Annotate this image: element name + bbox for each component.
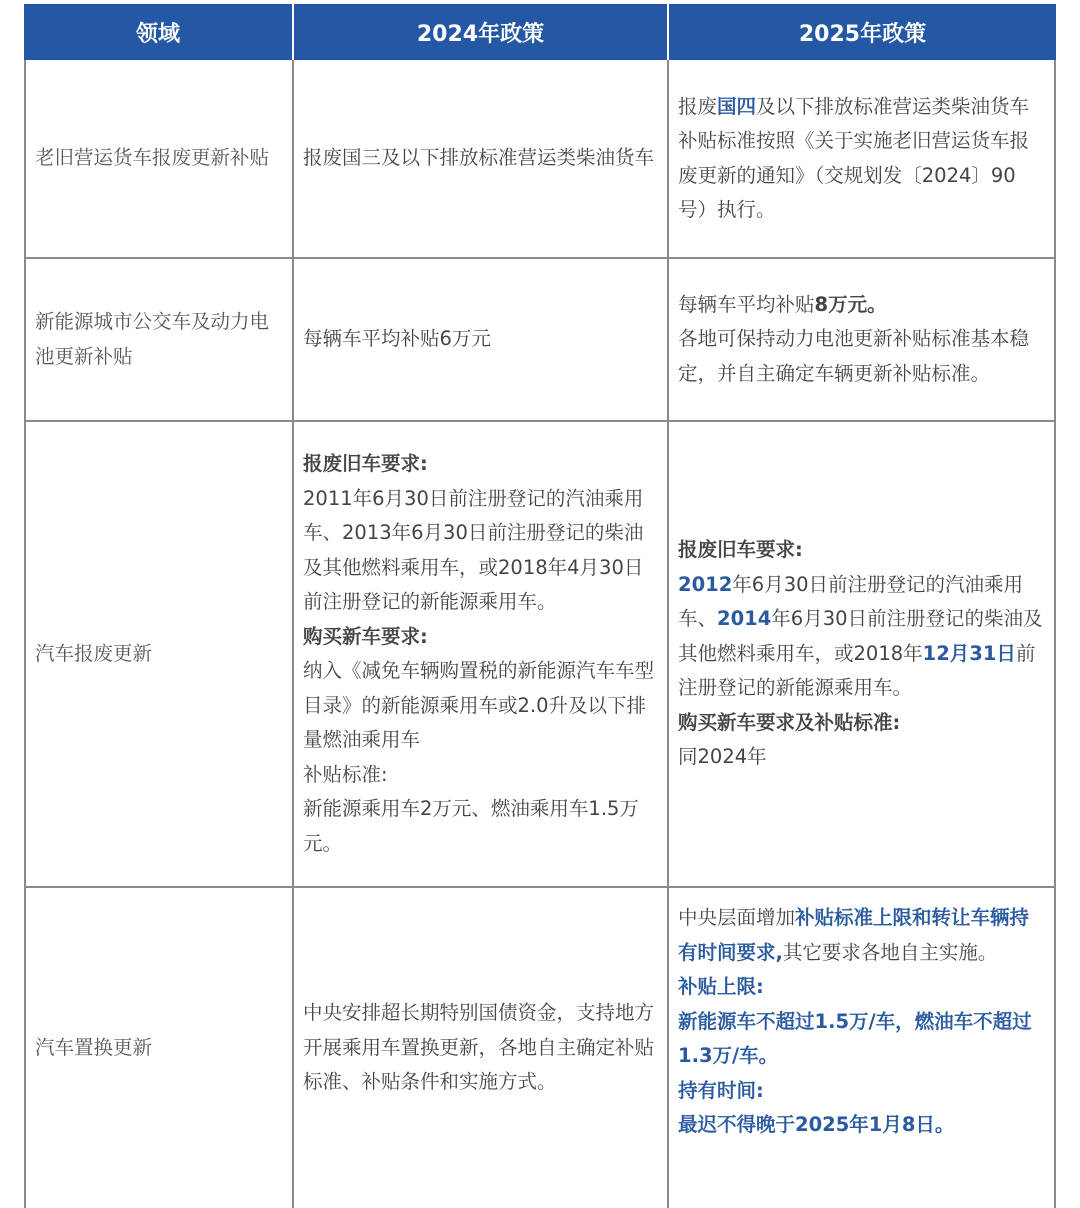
table-row bbox=[24, 422, 1056, 888]
header-field: 领域 bbox=[24, 4, 294, 60]
text: 前注册登记的新能源乘用车。 bbox=[678, 641, 1036, 700]
row-field: 老旧营运货车报废更新补贴 bbox=[24, 60, 294, 257]
text: 每辆车平均补贴 bbox=[678, 292, 815, 316]
text: 2011年6月30日前注册登记的汽油乘用车、2013年6月30日前注册登记的柴油及其他燃料乘用车，或2018年4月30日前注册登记的新能源乘用车。 bbox=[303, 486, 644, 613]
text: 及以下排放标准营运类柴油货车 bbox=[756, 94, 1030, 118]
bold-heading: 报废旧车要求: bbox=[303, 452, 428, 475]
row-2025-policy bbox=[669, 888, 1056, 1208]
row-field: 新能源城市公交车及动力电池更新补贴 bbox=[24, 259, 294, 420]
highlight-heading: 补贴上限: bbox=[678, 975, 764, 998]
row-field: 汽车置换更新 bbox=[24, 888, 294, 1208]
table-row bbox=[24, 60, 1056, 259]
text: 各地可保持动力电池更新补贴标准基本稳定，并自主确定车辆更新补贴标准。 bbox=[678, 327, 1030, 385]
highlight-text: 新能源车不超过1.5万/车，燃油车不超过1.3万/车。 bbox=[678, 1009, 1032, 1067]
header-2025: 2025年政策 bbox=[798, 21, 927, 47]
bold-heading: 报废旧车要求: bbox=[678, 538, 803, 562]
table-header bbox=[24, 4, 1056, 60]
text: 报废 bbox=[678, 94, 718, 118]
row-2024-policy: 报废国三及以下排放标准营运类柴油货车 bbox=[294, 60, 669, 257]
header-2024: 2024年政策 bbox=[294, 4, 669, 60]
highlight-text: 最迟不得晚于2025年1月8日。 bbox=[678, 1113, 955, 1136]
highlight-text: 补贴标准上限和转让车辆持有时间要求, bbox=[678, 906, 1030, 964]
row-field: 汽车报废更新 bbox=[24, 422, 294, 886]
bold-heading: 购买新车要求: bbox=[303, 624, 428, 648]
row-2025-policy bbox=[669, 60, 1056, 257]
row-2025-policy bbox=[669, 422, 1056, 886]
bold-heading: 购买新车要求及补贴标准: bbox=[678, 710, 901, 734]
highlight-text: 2014 bbox=[717, 607, 772, 631]
text: 年6月30日前注册登记的汽油乘用车、 bbox=[678, 572, 1024, 631]
row-2025-policy bbox=[669, 259, 1056, 420]
highlight-heading: 持有时间: bbox=[678, 1078, 764, 1102]
text: 其它要求各地自主实施。 bbox=[782, 940, 998, 964]
row-2024-policy bbox=[294, 422, 669, 886]
text: 补贴标准: bbox=[303, 762, 388, 786]
policy-table bbox=[24, 4, 1056, 1208]
table-row bbox=[24, 259, 1056, 422]
highlight-text: 国四 bbox=[717, 94, 757, 118]
text: 中央层面增加 bbox=[678, 906, 796, 929]
text: 纳入《减免车辆购置税的新能源汽车车型目录》的新能源乘用车或2.0升及以下排量燃油乘用车 bbox=[303, 659, 655, 751]
text: 新能源乘用车2万元、燃油乘用车1.5万元。 bbox=[303, 797, 639, 855]
highlight-text: 12月31日 bbox=[922, 641, 1016, 665]
text: 年6月30日前注册登记的柴油及其他燃料乘用车，或2018年 bbox=[678, 607, 1043, 665]
bold-text: 8万元。 bbox=[814, 292, 887, 316]
text: 同2024年 bbox=[678, 745, 767, 769]
table-row bbox=[24, 888, 1056, 1208]
text: 补贴标准按照《关于实施老旧营运货车报废更新的通知》（交规划发〔2024〕90号）执行。 bbox=[678, 129, 1030, 221]
row-2024-policy: 每辆车平均补贴6万元 bbox=[294, 259, 669, 420]
highlight-text: 2012 bbox=[678, 572, 733, 596]
row-2024-policy: 中央安排超长期特别国债资金，支持地方开展乘用车置换更新，各地自主确定补贴标准、补贴条件和实施方式。 bbox=[294, 888, 669, 1208]
